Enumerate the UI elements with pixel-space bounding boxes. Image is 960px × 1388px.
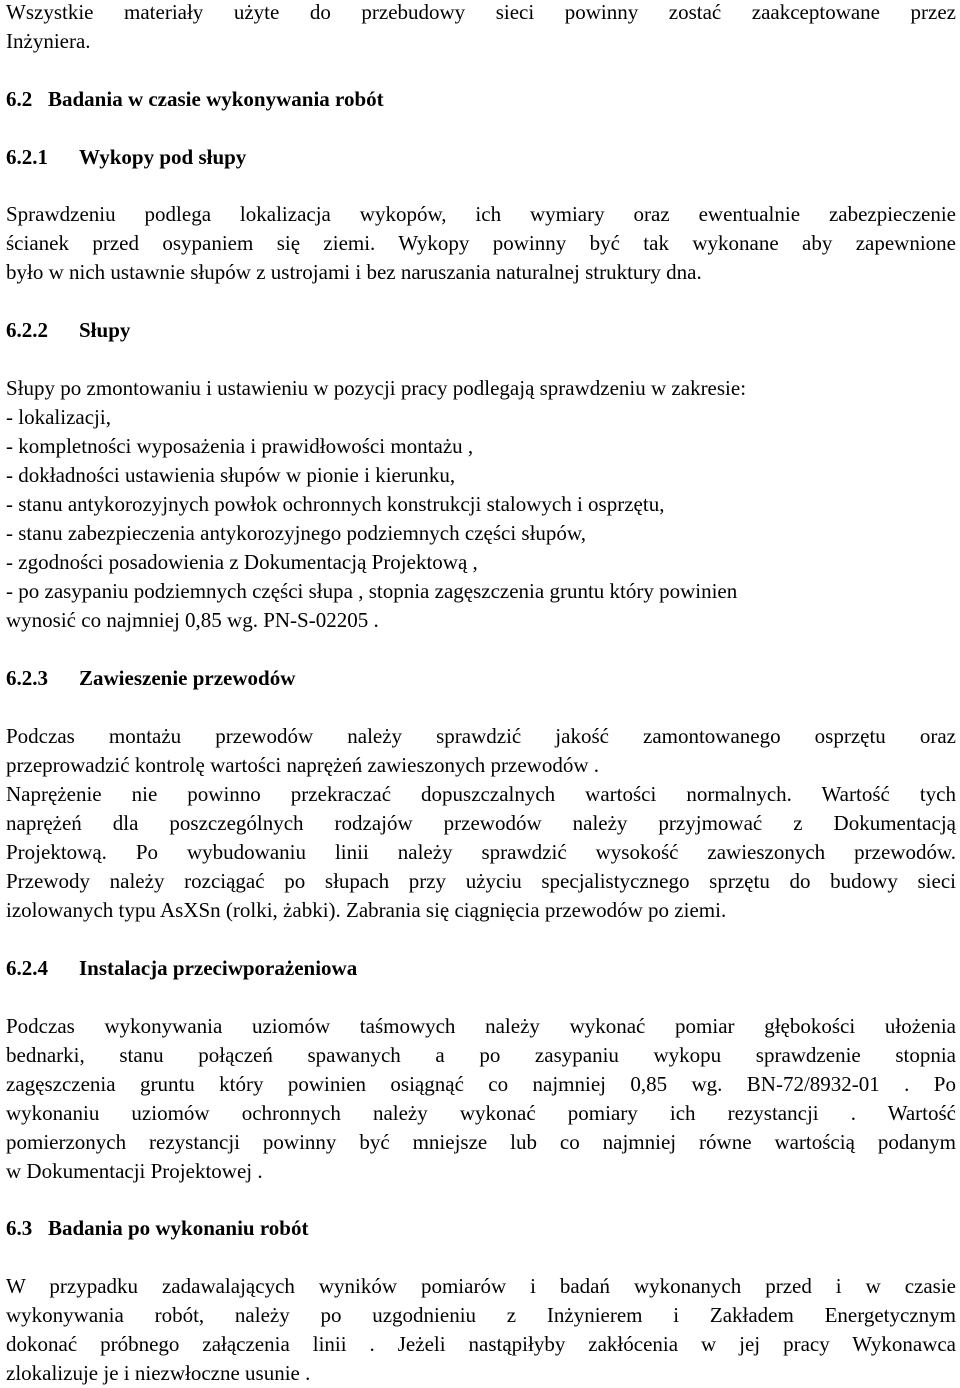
paragraph-6-2-4 bbox=[6, 1012, 956, 1186]
list-item: - lokalizacji, bbox=[6, 405, 111, 429]
section-number: 6.2.4 bbox=[6, 956, 48, 980]
paragraph-line: w Dokumentacji Projektowej . bbox=[6, 1159, 263, 1183]
list-item: - stanu zabezpieczenia antykorozyjnego podziemnych części słupów, bbox=[6, 521, 586, 545]
list-item: - zgodności posadowienia z Dokumentacją Projektową , bbox=[6, 550, 478, 574]
paragraph-line: Sprawdzeniu podlega lokalizacja wykopów, ich wymiary oraz ewentualnie zabezpieczenie bbox=[6, 202, 956, 226]
section-title: Badania po wykonaniu robót bbox=[48, 1216, 309, 1240]
paragraph-line: pomierzonych rezystancji powinny być mniejsze lub co najmniej równe wartością podanym bbox=[6, 1130, 956, 1154]
paragraph-line: Podczas wykonywania uziomów taśmowych należy wykonać pomiar głębokości ułożenia bbox=[6, 1014, 956, 1038]
section-heading-6-2-1 bbox=[6, 143, 246, 172]
paragraph-line: wykonywania robót, należy po uzgodnieniu z Inżynierem i Zakładem Energetycznym bbox=[6, 1303, 956, 1327]
section-title: Badania w czasie wykonywania robót bbox=[48, 87, 384, 111]
section-heading-6-2-3 bbox=[6, 664, 295, 693]
section-number: 6.3 bbox=[6, 1216, 33, 1240]
section-number: 6.2.1 bbox=[6, 145, 48, 169]
section-title: Słupy bbox=[79, 318, 131, 342]
paragraph-line: ścianek przed osypaniem się ziemi. Wykopy powinny być tak wykonane aby zapewnione bbox=[6, 231, 956, 255]
paragraph-line: naprężeń dla poszczególnych rodzajów przewodów należy przyjmować z Dokumentacją bbox=[6, 811, 956, 835]
paragraph-line: Projektową. Po wybudowaniu linii należy sprawdzić wysokość zawieszonych przewodów. bbox=[6, 840, 956, 864]
section-heading-6-2 bbox=[6, 85, 384, 114]
list-item: - dokładności ustawienia słupów w pionie i kierunku, bbox=[6, 463, 456, 487]
paragraph-line: zagęszczenia gruntu który powinien osiągnąć co najmniej 0,85 wg. BN-72/8932-01 . Po bbox=[6, 1072, 956, 1096]
paragraph-line: zlokalizuje je i niezwłoczne usunie . bbox=[6, 1361, 311, 1385]
paragraph-line: było w nich ustawnie słupów z ustrojami i bez naruszania naturalnej struktury dna. bbox=[6, 260, 702, 284]
section-number: 6.2.2 bbox=[6, 318, 48, 342]
paragraph-6-2-2 bbox=[6, 374, 956, 635]
paragraph-line: W przypadku zadawalających wyników pomiarów i badań wykonanych przed i w czasie bbox=[6, 1274, 956, 1298]
paragraph-line: bednarki, stanu połączeń spawanych a po zasypaniu wykopu sprawdzenie stopnia bbox=[6, 1043, 956, 1067]
list-item: - po zasypaniu podziemnych części słupa , stopnia zagęszczenia gruntu który powinien bbox=[6, 579, 738, 603]
paragraph-line: Wszystkie materiały użyte do przebudowy sieci powinny zostać zaakceptowane przez bbox=[6, 0, 956, 24]
paragraph-line: przeprowadzić kontrolę wartości naprężeń zawieszonych przewodów . bbox=[6, 753, 599, 777]
paragraph-line: dokonać próbnego załączenia linii . Jeżeli nastąpiłyby zakłócenia w jej pracy Wykonawca bbox=[6, 1332, 956, 1356]
paragraph-line: Podczas montażu przewodów należy sprawdzić jakość zamontowanego osprzętu oraz bbox=[6, 724, 956, 748]
section-heading-6-2-4 bbox=[6, 954, 357, 983]
paragraph-line: wykonaniu uziomów ochronnych należy wykonać pomiary ich rezystancji . Wartość bbox=[6, 1101, 956, 1125]
paragraph-line: Przewody należy rozciągać po słupach przy użyciu specjalistycznego sprzętu do budowy sieci bbox=[6, 869, 956, 893]
section-title: Wykopy pod słupy bbox=[79, 145, 247, 169]
section-title: Zawieszenie przewodów bbox=[79, 666, 296, 690]
section-number: 6.2 bbox=[6, 87, 33, 111]
paragraph-6-2-3 bbox=[6, 722, 956, 925]
list-item: - stanu antykorozyjnych powłok ochronnych konstrukcji stalowych i osprzętu, bbox=[6, 492, 665, 516]
section-title: Instalacja przeciwporażeniowa bbox=[79, 956, 358, 980]
paragraph-line: Inżyniera. bbox=[6, 29, 91, 53]
paragraph-6-2-1 bbox=[6, 200, 956, 287]
paragraph-line: izolowanych typu AsXSn (rolki, żabki). Zabrania się ciągnięcia przewodów po ziemi. bbox=[6, 898, 727, 922]
paragraph-line: Słupy po zmontowaniu i ustawieniu w pozycji pracy podlegają sprawdzeniu w zakresie: bbox=[6, 376, 747, 400]
section-number: 6.2.3 bbox=[6, 666, 48, 690]
paragraph-line: Naprężenie nie powinno przekraczać dopuszczalnych wartości normalnych. Wartość tych bbox=[6, 782, 956, 806]
section-heading-6-2-2 bbox=[6, 316, 130, 345]
intro-paragraph bbox=[6, 0, 956, 56]
list-item: - kompletności wyposażenia i prawidłowości montażu , bbox=[6, 434, 474, 458]
list-item-continuation: wynosić co najmniej 0,85 wg. PN-S-02205 . bbox=[6, 608, 379, 632]
section-heading-6-3 bbox=[6, 1214, 308, 1243]
paragraph-6-3 bbox=[6, 1272, 956, 1388]
